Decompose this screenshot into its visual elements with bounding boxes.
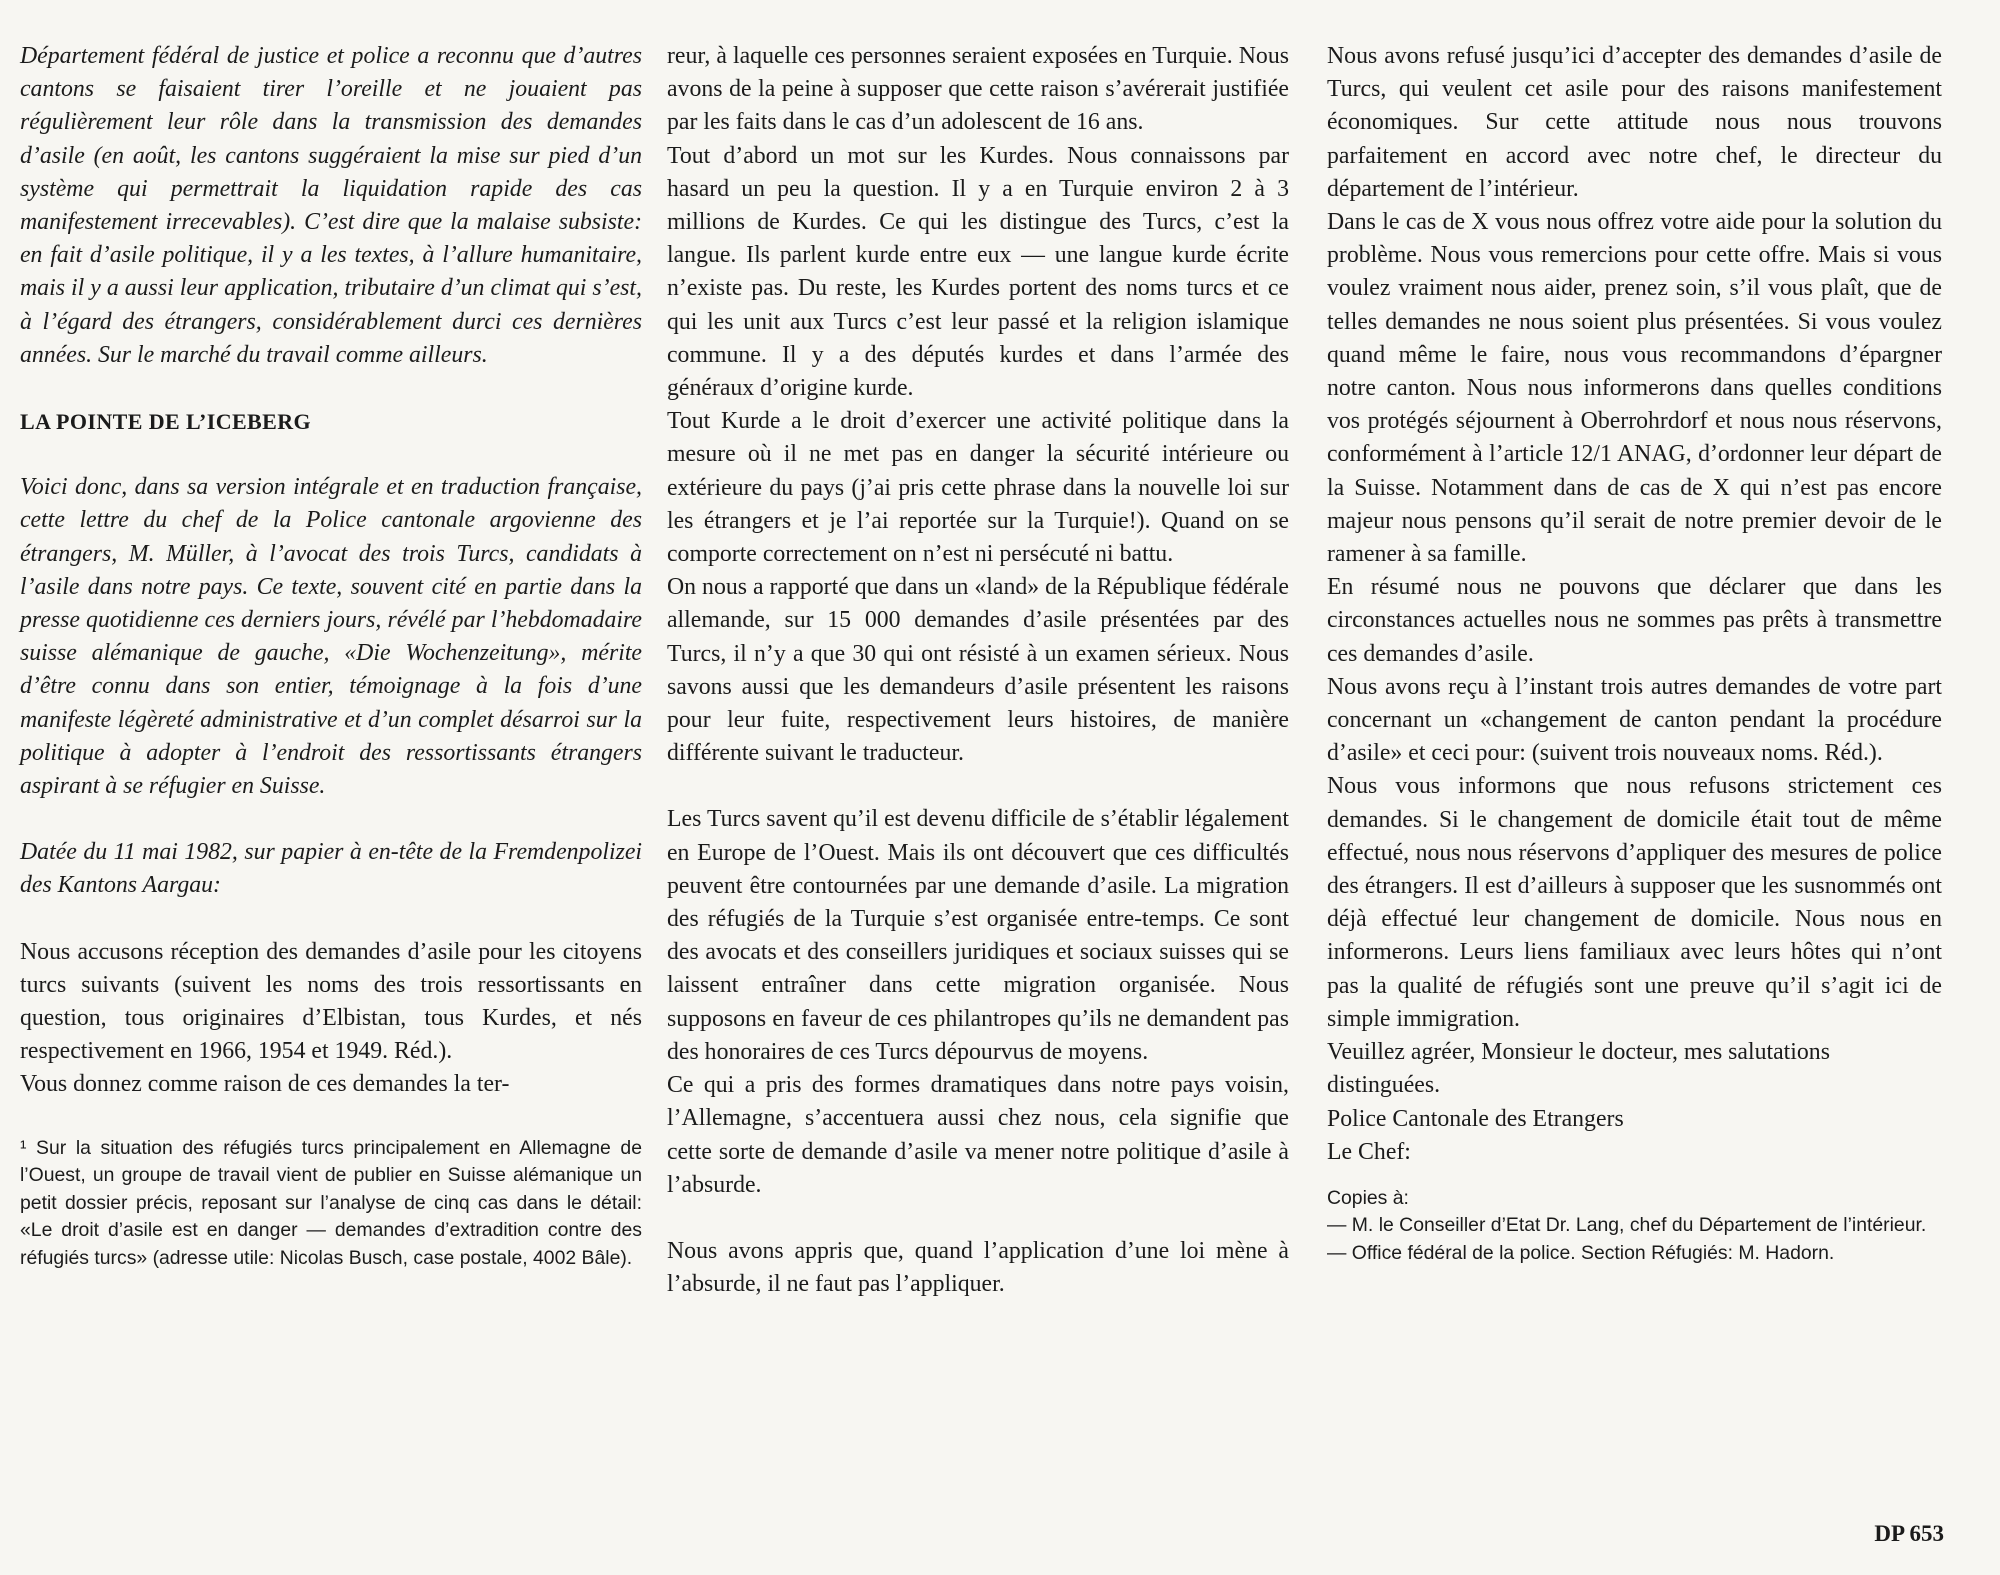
datee-paragraph: Datée du 11 mai 1982, sur papier à en-tête de la Fremdenpolizei des Kantons Aargau: (20, 839, 642, 899)
copies-item-2: — Office fédéral de la police. Section Réfugiés: M. Hadorn. (1327, 1241, 1835, 1264)
voici-paragraph: Voici donc, dans sa version intégrale et en traduction française, cette lettre du chef de la Police cantonale argovienne des étrangers, M. Müller, à l’avocat des trois Turcs, candidats à l’asile dans notre pays. Ce texte, souvent cité en partie dans la presse quotidienne ces derniers jours, révélé par l’hebdomadaire suisse alémanique de gauche, «Die Wochenzeitung», mérite d’être connu dans son entier, témoignage à la fois d’une manifeste légèreté administrative et d’un complet désarroi sur la politique à adopter à l’endroit des ressortissants étrangers aspirant à se réfugier en Suisse. (20, 474, 642, 800)
copies-item-1: — M. le Conseiller d’Etat Dr. Lang, chef du Département de l’intérieur. (1327, 1214, 1927, 1237)
page-number: DP 653 (1874, 1521, 1944, 1546)
letter-paragraph-4: Tout d’abord un mot sur les Kurdes. Nous connaissons par hasard un peu la question. Il y a en Turquie environ 2 à 3 millions de Kurdes. Ce qui les distingue des Turcs, c’est la langue. Ils parlent kurde entre eux — une langue kurde écrite n’existe pas. Du reste, les Kurdes portent des noms turcs et ce qui les unit aux Turcs c’est leur passé et la religion islamique commune. Il y a des députés kurdes et dans l’armée des généraux d’origine kurde. (667, 142, 1289, 402)
letter-paragraph-11: Dans le cas de X vous nous offrez votre aide pour la solution du problème. Nous vous remercions pour cette offre. Mais si vous voulez vraiment nous aider, prenez soin, s’il vous plaît, que de telles demandes ne nous soient plus présentées. Si vous voulez quand même le faire, nous vous recommandons d’épargner notre canton. Nous nous informerons dans quelles conditions vos protégés séjournent à Oberrohrdorf et nous nous réservons, conformément à l’article 12/1 ANAG, d’ordonner leur départ de la Suisse. Notamment dans de cas de X qui n’est pas encore majeur nous pensons qu’il serait de notre premier devoir de le ramener à sa famille. (1327, 209, 1942, 568)
column-1 (20, 40, 642, 1272)
letter-paragraph-9: Nous avons appris que, quand l’application d’une loi mène à l’absurde, il ne faut pas l’appliquer. (667, 1237, 1289, 1298)
letter-paragraph-10: Nous avons refusé jusqu’ici d’accepter des demandes d’asile de Turcs, qui veulent cet asile pour des raisons manifestement économiques. Sur cette attitude nous nous trouvons parfaitement en accord avec notre chef, le directeur du département de l’intérieur. (1327, 43, 1942, 202)
letter-paragraph-8: Ce qui a pris des formes dramatiques dans notre pays voisin, l’Allemagne, s’accentuera aussi chez nous, cela signifie que cette sorte de demande d’asile va mener notre politique d’asile à l’absurde. (667, 1072, 1289, 1198)
letter-paragraph-13: Nous avons reçu à l’instant trois autres demandes de votre part concernant un «changement de canton pendant la procédure d’asile» et ceci pour: (suivent trois nouveaux noms. Réd.). (1327, 673, 1942, 767)
copies-label: Copies à: (1327, 1186, 1409, 1209)
footnote: ¹ Sur la situation des réfugiés turcs principalement en Allemagne de l’Ouest, un groupe de travail vient de publier en Suisse alémanique un petit dossier précis, reposant sur l’analyse de cinq cas dans le détail: «Le droit d’asile est en danger — demandes d’extradition contre des réfugiés turcs» (adresse utile: Nicolas Busch, case postale, 4002 Bâle). (20, 1136, 642, 1269)
letter-paragraph-3: reur, à laquelle ces personnes seraient exposées en Turquie. Nous avons de la peine à supposer que cette raison s’avérerait justifiée par les faits dans le cas d’un adolescent de 16 ans. (667, 43, 1289, 136)
signature-line-1: Police Cantonale des Etrangers (1327, 1105, 1624, 1132)
column-3 (1327, 40, 1942, 1267)
closing-salutation: Veuillez agréer, Monsieur le docteur, mes salutations distinguées. (1327, 1039, 1830, 1099)
letter-paragraph-14: Nous vous informons que nous refusons strictement ces demandes. Si le changement de domicile était tout de même effectué, nous nous réservons d’appliquer des mesures de police des étrangers. Il est d’ailleurs à supposer que les susnommés ont déjà effectué leur changement de domicile. Nous nous en informerons. Leurs liens familiaux avec leurs hôtes qui n’ont pas la qualité de réfugiés sont une preuve qu’il s’agit ici de simple immigration. (1327, 773, 1942, 1032)
letter-paragraph-7: Les Turcs savent qu’il est devenu difficile de s’établir légalement en Europe de l’Ouest. Mais ils ont découvert que ces difficultés peuvent être contournées par une demande d’asile. La migration des réfugiés de la Turquie s’est organisée entre-temps. Ce sont des avocats et des conseillers juridiques et sociaux suisses qui se laissent entraîner dans cette migration organisée. Nous supposons en faveur de ces philantropes qu’ils ne demandent pas des honoraires de ces Turcs dépourvus de moyens. (667, 806, 1289, 1065)
letter-paragraph-5: Tout Kurde a le droit d’exercer une activité politique dans la mesure où il ne met pas en danger la sécurité intérieure ou extérieure du pays (j’ai pris cette phrase dans la nouvelle loi sur les étrangers et je l’ai reportée sur la Turquie!). Quand on se comporte correctement on n’est ni persécuté ni battu. (667, 408, 1289, 568)
letter-paragraph-2: Vous donnez comme raison de ces demandes la ter- (20, 1071, 510, 1098)
intro-paragraph: Département fédéral de justice et police a reconnu que d’autres cantons se faisaient tirer l’oreille et ne jouaient pas régulièrement leur rôle dans la transmission des demandes d’asile (en août, les cantons suggéraient la mise sur pied d’un système qui permettrait la liquidation rapide des cas manifestement irrecevables). C’est dire que la malaise subsiste: en fait d’asile politique, il y a les textes, à l’allure humanitaire, mais il y a aussi leur application, tributaire d’un climat qui s’est, à l’égard des étrangers, considérablement durci ces dernières années. Sur le marché du travail comme ailleurs. (20, 43, 642, 368)
signature-line-2: Le Chef: (1327, 1138, 1411, 1165)
letter-paragraph-6: On nous a rapporté que dans un «land» de la République fédérale allemande, sur 15 000 demandes d’asile présentées par des Turcs, il n’y a que 30 qui ont résisté à un examen sérieux. Nous savons aussi que les demandeurs d’asile présentent les raisons pour leur fuite, respectivement leurs histoires, de manière différente suivant le traducteur. (667, 574, 1289, 767)
column-2 (667, 40, 1289, 1301)
letter-paragraph-12: En résumé nous ne pouvons que déclarer que dans les circonstances actuelles nous ne sommes pas prêts à transmettre ces demandes d’asile. (1327, 574, 1942, 667)
letter-paragraph-1: Nous accusons réception des demandes d’asile pour les citoyens turcs suivants (suivent les noms des trois ressortissants en question, tous originaires d’Elbistan, tous Kurdes, et nés respectivement en 1966, 1954 et 1949. Réd.). (20, 938, 642, 1065)
section-heading: LA POINTE DE L’ICEBERG (20, 409, 312, 435)
